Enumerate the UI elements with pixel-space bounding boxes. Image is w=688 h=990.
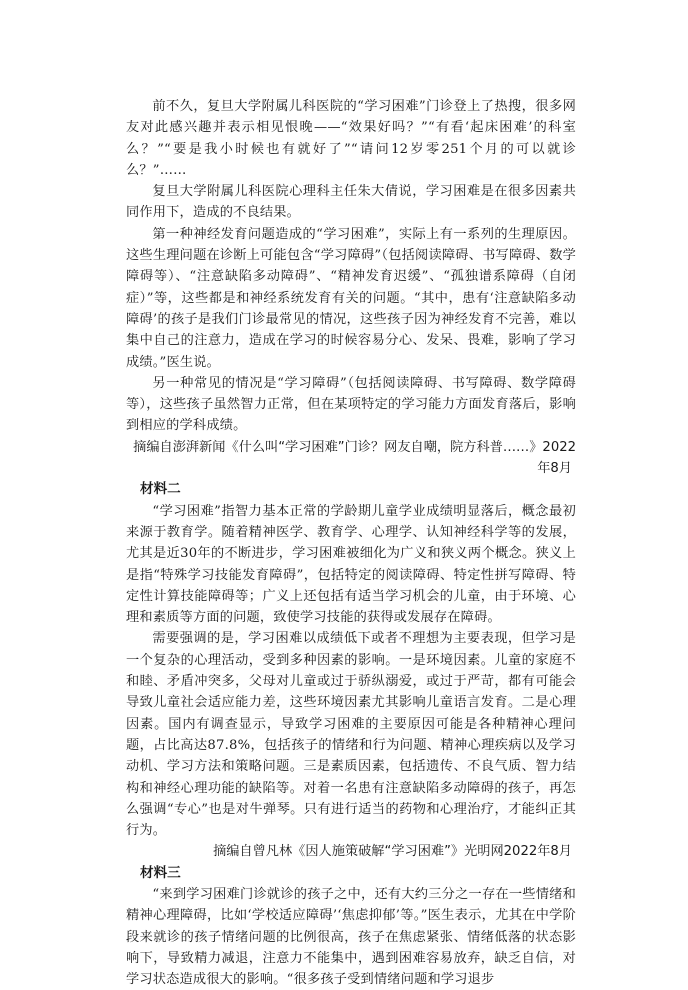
- m2-source-line: 摘编自曾凡林《因人施策破解“学习困难”》光明网2022年8月: [213, 844, 572, 860]
- m1-paragraph-4: 另一种常见的情况是“学习障碍”（包括阅读障碍、书写障碍、数学障碍等），这些孩子虽然智力正常，但在某项特定的学习能力方面发育落后，影响到相应的学科成绩。: [126, 375, 576, 434]
- m3-heading: 材料三: [140, 864, 181, 881]
- m2-paragraph-1: “学习困难”指智力基本正常的学龄期儿童学业成绩明显落后，概念最初来源于教育学。随着精神医学、教育学、心理学、认知神经科学等的发展，尤其是近30年的不断进步，学习困难被细化为广义和狭义两个概念。狭义上是指“特殊学习技能发育障碍”，包括特定的阅读障碍、特定性拼写障碍、特定性计算技能障碍等；广义上还包括有适当学习机会的儿童，由于环境、心理和素质等方面的问题，致使学习技能的获得或发展存在障碍。: [126, 503, 576, 626]
- m3-paragraph-1: “来到学习困难门诊就诊的孩子之中，还有大约三分之一存在一些情绪和精神心理障碍，比如‘学校适应障碍’‘焦虑抑郁’等。”医生表示，尤其在中学阶段来就诊的孩子情绪问题的比例很高，孩子在焦虑紧张、情绪低落的状态影响下，导致精力减退，注意力不能集中，遇到困难容易放弃，缺乏自信，对学习状态造成很大的影响。“很多孩子受到情绪问题和学习退步: [126, 886, 576, 988]
- m1-source-line: 摘编自澎湃新闻《什么叫“学习困难”门诊？网友自嘲，院方科普……》2022: [133, 439, 576, 455]
- m1-source-date: 年8月: [537, 461, 572, 477]
- m1-paragraph-3: 第一种神经发育问题造成的“学习困难”，实际上有一系列的生理原因。这些生理问题在诊断上可能包含“学习障碍”（包括阅读障碍、书写障碍、数学障碍等）、“注意缺陷多动障碍”、“精神发育迟缓”、“孤独谱系障碍（自闭症）”等，这些都是和神经系统发育有关的问题。“其中，患有‘注意缺陷多动障碍’的孩子是我们门诊最常见的情况，这些孩子因为神经发育不完善，难以集中自己的注意力，造成在学习的时候容易分心、发呆、畏难，影响了学习成绩。”医生说。: [126, 226, 576, 370]
- m2-paragraph-2: 需要强调的是，学习困难以成绩低下或者不理想为主要表现，但学习是一个复杂的心理活动，受到多种因素的影响。一是环境因素。儿童的家庭不和睦、矛盾冲突多，父母对儿童或过于骄纵溺爱，或过于严苛，都有可能会导致儿童社会适应能力差，这些环境因素尤其影响儿童语言发育。二是心理因素。国内有调查显示，导致学习困难的主要原因可能是各种精神心理问题，占比高达87.8%，包括孩子的情绪和行为问题、精神心理疾病以及学习动机、学习方法和策略问题。三是素质因素，包括遗传、不良气质、智力结构和神经心理功能的缺陷等。对着一名患有注意缺陷多动障碍的孩子，再怎么强调“专心”也是对牛弹琴。只有进行适当的药物和心理治疗，才能纠正其行为。: [126, 631, 576, 839]
- m2-heading: 材料二: [140, 481, 181, 498]
- m1-paragraph-2: 复旦大学附属儿科医院心理科主任朱大倩说，学习困难是在很多因素共同作用下，造成的不良结果。: [126, 184, 576, 221]
- m1-paragraph-1: 前不久，复旦大学附属儿科医院的“学习困难”门诊登上了热搜，很多网友对此感兴趣并表示相见恨晚——“效果好吗？”“有看‘起床困难’的科室么？”“要是我小时候也有就好了”“请问12岁零251个月的可以就诊么？”……: [126, 99, 576, 178]
